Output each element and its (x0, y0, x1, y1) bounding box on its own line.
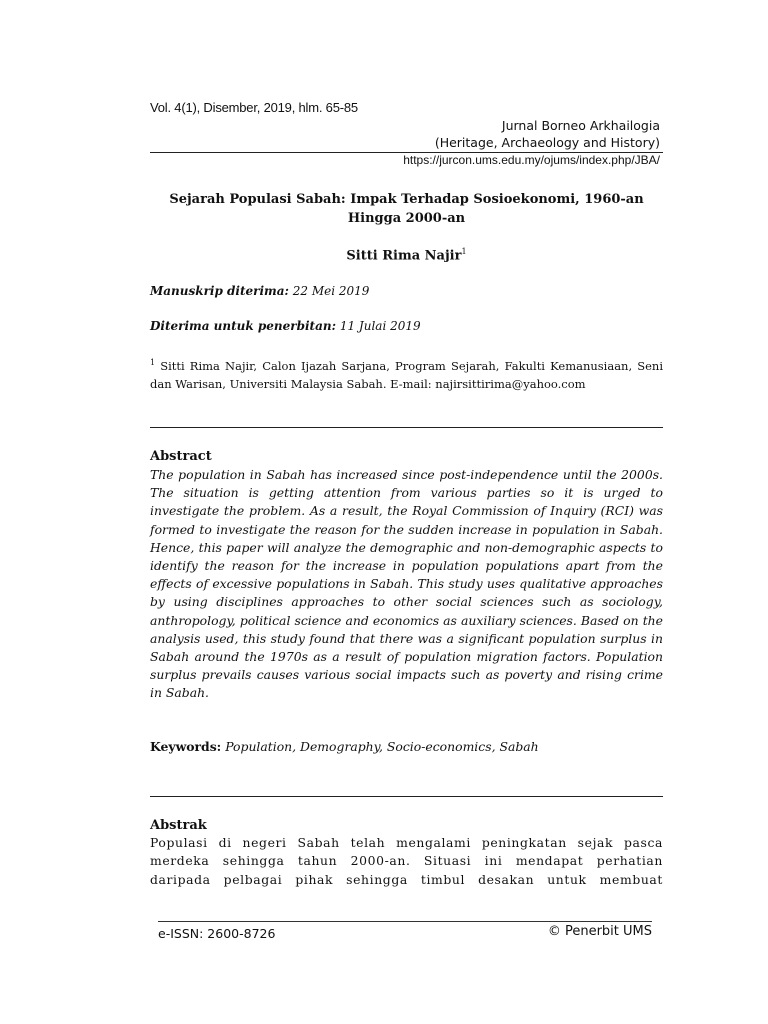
journal-subtitle: (Heritage, Archaeology and History) (434, 135, 660, 150)
journal-header (435, 117, 660, 151)
author-affiliation (150, 354, 663, 393)
author-footnote-mark: 1 (461, 247, 467, 256)
title-line-2: Hingga 2000-an (347, 211, 466, 226)
abstrak-heading: Abstrak (150, 818, 207, 833)
title-line-1: Sejarah Populasi Sabah: Impak Terhadap Sosioekonomi, 1960-an (169, 192, 644, 207)
volume-info: Vol. 4(1), Disember, 2019, hlm. 65-85 (150, 100, 358, 115)
received-label: Manuskrip diterima: (150, 284, 289, 298)
section-divider-top (150, 427, 663, 428)
keywords-line (150, 739, 539, 754)
author-text: Sitti Rima Najir (346, 248, 462, 264)
journal-url[interactable]: https://jurcon.ums.edu.my/ojums/index.php/JBA/ (403, 153, 660, 167)
issn-label: e-ISSN: 2600-8726 (158, 926, 276, 941)
abstrak-line-2: merdeka sehingga tahun 2000-an. Situasi ini mendapat perhatian (150, 853, 663, 869)
publisher-label: © Penerbit UMS (547, 924, 652, 939)
abstrak-line-1: Populasi di negeri Sabah telah mengalami peningkatan sejak pasca (150, 835, 663, 850)
accepted-date-line (150, 319, 421, 333)
affiliation-mark: 1 (150, 358, 156, 367)
keywords-values: Population, Demography, Socio-economics, Sabah (225, 739, 539, 754)
abstrak-line-3: daripada pelbagai pihak sehingga timbul desakan untuk membuat (150, 871, 663, 887)
keywords-label: Keywords: (150, 739, 222, 754)
footer-divider (158, 921, 652, 922)
article-title (150, 190, 663, 228)
received-date: 22 Mei 2019 (292, 284, 370, 298)
author-name (150, 247, 663, 263)
abstract-body: The population in Sabah has increased since post-independence until the 2000s. The situation is getting attention from various parties so it is urged to investigate the problem. As a result, the Royal Commission of Inquiry (RCI) was formed to investigate the reason for the sudden increase in population in Sabah. Hence, this paper will analyze the demographic and non-demographic aspects to identify the reason for the increase in population populations apart from the effects of excessive populations in Sabah. This study uses qualitative approaches by using disciplines approaches to other social sciences such as sociology, anthropology, political science and economics as auxiliary sciences. Based on the analysis used, this study found that there was a significant population surplus in Sabah around the 1970s as a result of population migration factors. Population surplus prevails causes various social impacts such as poverty and rising crime in Sabah. (150, 467, 663, 701)
section-divider-middle (150, 796, 663, 797)
abstract-heading: Abstract (150, 449, 212, 464)
accepted-date: 11 Julai 2019 (339, 319, 421, 333)
accepted-label: Diterima untuk penerbitan: (150, 319, 337, 333)
journal-name: Jurnal Borneo Arkhailogia (501, 118, 660, 133)
affiliation-text: Sitti Rima Najir, Calon Ijazah Sarjana, Program Sejarah, Fakulti Kemanusiaan, Seni dan Warisan, Universiti Malaysia Sabah. E-mail: najirsittirima@yahoo.com (150, 358, 664, 391)
received-date-line (150, 284, 369, 298)
abstrak-body (150, 834, 663, 889)
